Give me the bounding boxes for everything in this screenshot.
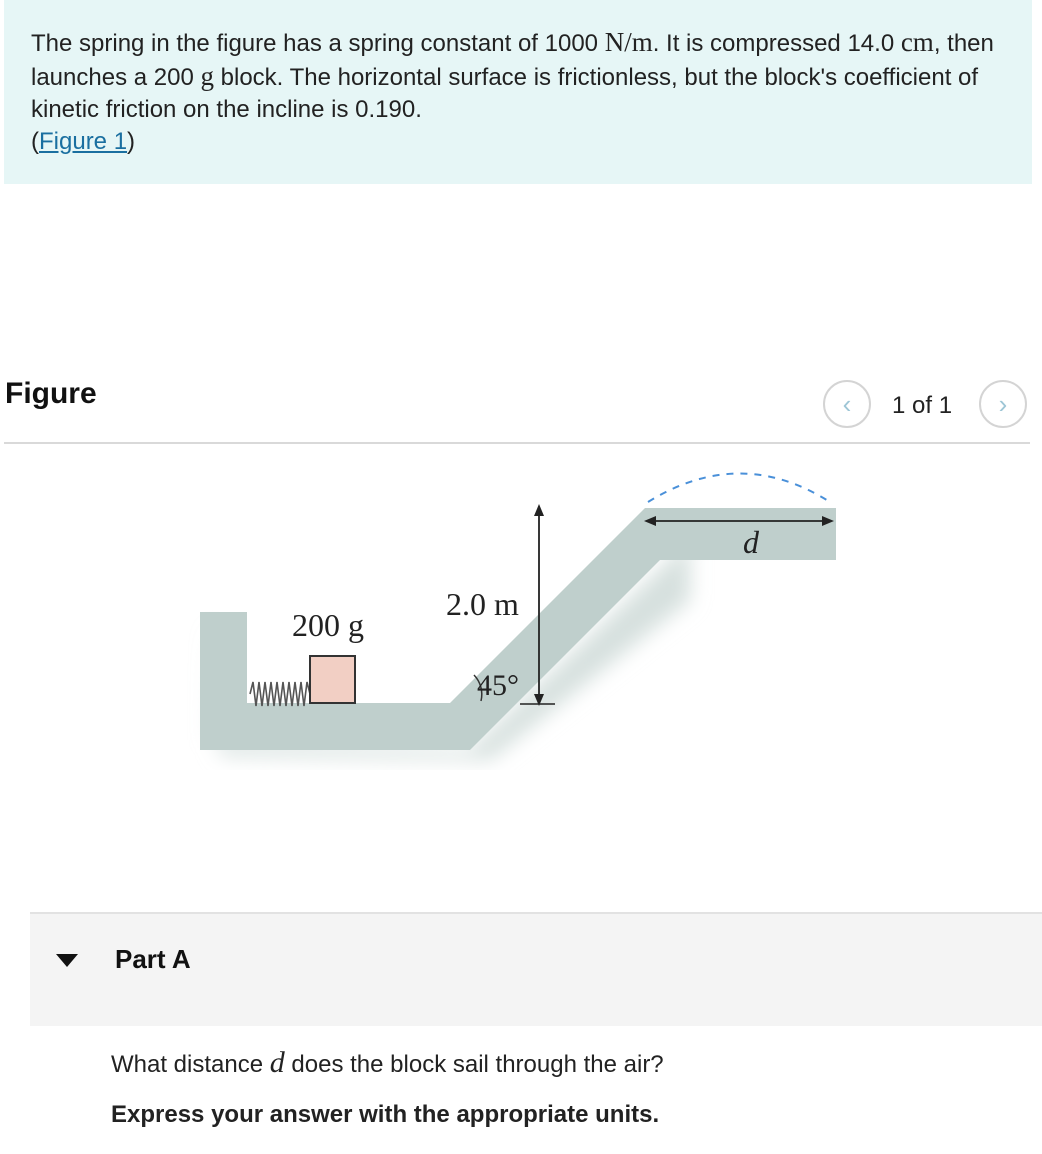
height-label: 2.0 m	[446, 586, 519, 622]
figure-link-paren-close: )	[127, 128, 136, 155]
figure-title: Figure	[5, 377, 97, 410]
problem-text: . It is compressed 14.0	[652, 30, 901, 57]
previous-figure-button[interactable]	[823, 380, 871, 428]
angle-label: 45°	[477, 669, 519, 702]
figure-link[interactable]: Figure 1	[39, 128, 128, 155]
figure-header	[4, 360, 1030, 444]
unit-mass: g	[200, 61, 214, 91]
mass-label: 200 g	[292, 607, 364, 643]
question-post: does the block sail through the air?	[284, 1051, 664, 1078]
question-variable: d	[269, 1046, 285, 1079]
problem-statement	[4, 0, 1032, 184]
part-title: Part A	[115, 944, 191, 974]
question-pre: What distance	[111, 1051, 270, 1078]
unit-spring-constant: N/m	[604, 27, 653, 57]
distance-label: d	[743, 524, 759, 560]
problem-text: block. The horizontal surface is frictionless, but the block's coefficient of kinetic friction on the incline is 0.190.	[31, 64, 979, 123]
chevron-right-icon: ›	[998, 388, 1008, 419]
next-figure-button[interactable]	[979, 380, 1027, 428]
spring	[250, 682, 310, 706]
block	[310, 656, 355, 703]
figure-pager-count: 1 of 1	[892, 392, 953, 419]
height-arrow-top	[534, 504, 544, 516]
part-a-header[interactable]	[30, 912, 1042, 1026]
problem-text: , then launches a 200	[31, 30, 994, 91]
unit-compression: cm	[900, 27, 934, 57]
question-text	[111, 1046, 664, 1080]
chevron-left-icon: ‹	[842, 388, 852, 419]
problem-text: The spring in the figure has a spring constant of 1000	[31, 30, 605, 57]
caret-down-icon	[56, 954, 78, 967]
physics-diagram	[0, 450, 1042, 770]
trajectory-path	[648, 474, 830, 503]
answer-instruction: Express your answer with the appropriate units.	[111, 1101, 660, 1128]
figure-link-paren-open: (	[31, 128, 39, 155]
